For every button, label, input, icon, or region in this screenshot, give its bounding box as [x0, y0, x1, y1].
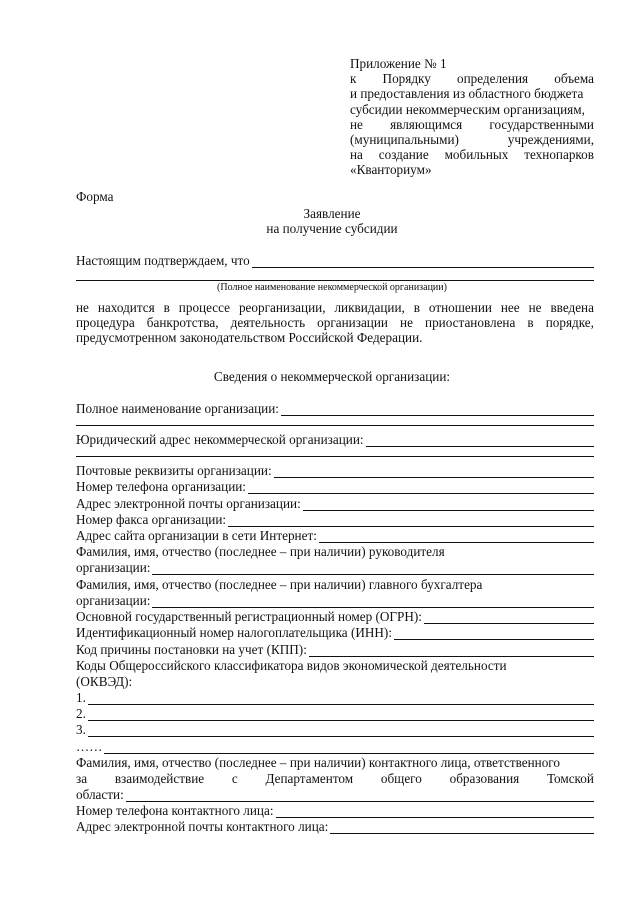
head-row-1	[76, 544, 594, 559]
head-label: Фамилия, имя, отчество (последнее – при наличии) руководителя	[76, 544, 445, 559]
inn-label: Идентификационный номер налогоплательщика (ИНН):	[76, 625, 392, 640]
postal-field[interactable]	[274, 465, 594, 478]
appendix-word: «Кванториум»	[350, 162, 432, 178]
paragraph-word: приостановлена	[425, 315, 516, 331]
head-row-2	[76, 560, 594, 575]
paragraph-word: процессе	[178, 300, 231, 315]
contact-row-1	[76, 755, 594, 770]
contact-email-field[interactable]	[330, 821, 594, 834]
kpp-label: Код причины постановки на учет (КПП):	[76, 642, 307, 657]
fax-field[interactable]	[228, 514, 594, 527]
paragraph-word: деятельность	[230, 315, 306, 331]
paragraph-word: нее	[500, 300, 520, 315]
appendix-word: технопарков	[524, 147, 594, 163]
full-name-row	[76, 401, 594, 416]
paragraph-word: предусмотренном законодательством Российской Федерации.	[76, 330, 423, 346]
okved-3-row	[76, 722, 594, 737]
appendix-line	[350, 147, 594, 162]
contact-word: с	[231, 771, 238, 786]
appendix-line	[350, 132, 594, 147]
phone-row	[76, 479, 594, 494]
paragraph-word: введена	[550, 300, 594, 315]
confirm-row	[76, 253, 594, 268]
contact-phone-field[interactable]	[276, 805, 594, 818]
appendix-line	[350, 102, 594, 117]
contact-word: за	[76, 771, 88, 786]
contact-row-3	[76, 787, 594, 802]
appendix-header	[350, 56, 594, 178]
appendix-word: являющимся	[390, 116, 463, 132]
okved-row-2	[76, 674, 594, 689]
appendix-line	[350, 86, 594, 101]
org-name-field-continued[interactable]	[76, 280, 594, 281]
legal-address-label: Юридический адрес некоммерческой организации:	[76, 432, 364, 447]
contact-row-2	[76, 771, 594, 786]
accountant-row-2	[76, 593, 594, 608]
appendix-word: мобильных	[444, 147, 509, 163]
okved-3-label: 3.	[76, 722, 86, 737]
website-row	[76, 528, 594, 543]
appendix-word: к	[350, 71, 357, 87]
okved-1-row	[76, 690, 594, 705]
paragraph-line	[76, 330, 594, 345]
contact-label: Фамилия, имя, отчество (последнее – при наличии) контактного лица, ответственного	[76, 755, 560, 770]
appendix-word: Порядку	[382, 71, 431, 87]
accountant-row-1	[76, 577, 594, 592]
appendix-word: государственными	[489, 116, 594, 132]
okved-more-row	[76, 739, 594, 754]
kpp-field[interactable]	[309, 644, 594, 657]
fax-row	[76, 512, 594, 527]
okved-2-field[interactable]	[88, 708, 594, 721]
paragraph-word: не	[76, 300, 89, 315]
ogrn-label: Основной государственный регистрационный номер (ОГРН):	[76, 609, 422, 624]
appendix-word: объема	[554, 71, 594, 87]
legal-address-row	[76, 432, 594, 447]
contact-field[interactable]	[126, 789, 594, 802]
paragraph-word: в	[527, 315, 534, 331]
contact-word: образования	[449, 771, 520, 786]
fax-label: Номер факса организации:	[76, 512, 227, 527]
paragraph-word: не	[400, 315, 413, 331]
postal-label: Почтовые реквизиты организации:	[76, 463, 272, 478]
org-name-caption: (Полное наименование некоммерческой организации)	[217, 282, 447, 293]
inn-row	[76, 625, 594, 640]
website-label: Адрес сайта организации в сети Интернет:	[76, 528, 317, 543]
paragraph-word: не	[528, 300, 542, 315]
contact-word: Томской	[546, 771, 594, 786]
appendix-word: субсидии некоммерческим организациям,	[350, 101, 585, 117]
website-field[interactable]	[319, 530, 594, 543]
okved-row-1	[76, 658, 594, 673]
paragraph-word: процедура	[76, 315, 135, 331]
appendix-word: и предоставления из областного бюджета	[350, 86, 584, 102]
phone-label: Номер телефона организации:	[76, 479, 246, 494]
kpp-row	[76, 642, 594, 657]
okved-more-label: ……	[76, 739, 103, 754]
appendix-word: создание	[378, 147, 429, 163]
appendix-line	[350, 162, 594, 177]
contact-phone-label: Номер телефона контактного лица:	[76, 803, 274, 818]
paragraph-word: в	[163, 300, 170, 315]
okved-2-label: 2.	[76, 706, 86, 721]
appendix-word: не	[350, 116, 363, 132]
full-name-field[interactable]	[281, 403, 594, 416]
head-label-2: организации:	[76, 560, 151, 575]
ogrn-field[interactable]	[424, 611, 594, 624]
org-name-field[interactable]	[252, 255, 594, 268]
paragraph-word: порядке,	[545, 315, 594, 331]
legal-address-field[interactable]	[366, 434, 594, 447]
status-paragraph	[76, 300, 594, 346]
paragraph-word: находится	[97, 300, 155, 315]
accountant-field[interactable]	[152, 595, 594, 608]
email-row	[76, 496, 594, 511]
contact-phone-row	[76, 803, 594, 818]
okved-1-label: 1.	[76, 690, 86, 705]
appendix-title: Приложение № 1	[350, 56, 447, 71]
contact-word: Департаментом	[265, 771, 354, 786]
section-title: Сведения о некоммерческой организации:	[213, 369, 451, 384]
form-label: Форма	[76, 189, 114, 204]
accountant-label: Фамилия, имя, отчество (последнее – при наличии) главного бухгалтера	[76, 577, 483, 592]
okved-1-field[interactable]	[88, 692, 594, 705]
appendix-word: учреждениями,	[507, 132, 594, 148]
okved-more-field[interactable]	[104, 741, 594, 754]
ogrn-row	[76, 609, 594, 624]
paragraph-word: ликвидации,	[334, 300, 405, 315]
contact-word: взаимодействие	[114, 771, 205, 786]
okved-label: Коды Общероссийского классификатора видов экономической деятельности	[76, 658, 507, 673]
contact-email-row	[76, 819, 594, 834]
postal-row	[76, 463, 594, 478]
paragraph-word: организации	[317, 315, 388, 331]
paragraph-word: отношении	[428, 300, 492, 315]
head-field[interactable]	[152, 562, 594, 575]
document-title: Заявление	[303, 206, 361, 221]
email-label: Адрес электронной почты организации:	[76, 496, 301, 511]
appendix-line	[350, 71, 594, 86]
contact-email-label: Адрес электронной почты контактного лица:	[76, 819, 329, 834]
document-subtitle: на получение субсидии	[266, 221, 398, 236]
okved-3-field[interactable]	[88, 724, 594, 737]
okved-2-row	[76, 706, 594, 721]
okved-label-2: (ОКВЭД):	[76, 674, 133, 689]
inn-field[interactable]	[394, 627, 594, 640]
contact-label-3: области:	[76, 787, 124, 802]
paragraph-line	[76, 315, 594, 330]
appendix-line	[350, 117, 594, 132]
accountant-label-2: организации:	[76, 593, 151, 608]
phone-field[interactable]	[248, 481, 594, 494]
legal-address-field-continued[interactable]	[76, 456, 594, 457]
contact-word: общего	[380, 771, 422, 786]
appendix-word: (муниципальными)	[350, 132, 459, 148]
paragraph-word: в	[413, 300, 420, 315]
full-name-label: Полное наименование организации:	[76, 401, 279, 416]
paragraph-word: банкротства,	[146, 315, 219, 331]
paragraph-line	[76, 300, 594, 315]
appendix-word: на	[350, 147, 363, 163]
email-field[interactable]	[303, 498, 594, 511]
full-name-field-continued[interactable]	[76, 425, 594, 426]
paragraph-word: реорганизации,	[238, 300, 326, 315]
appendix-word: определения	[456, 71, 529, 87]
confirm-label: Настоящим подтверждаем, что	[76, 253, 250, 268]
